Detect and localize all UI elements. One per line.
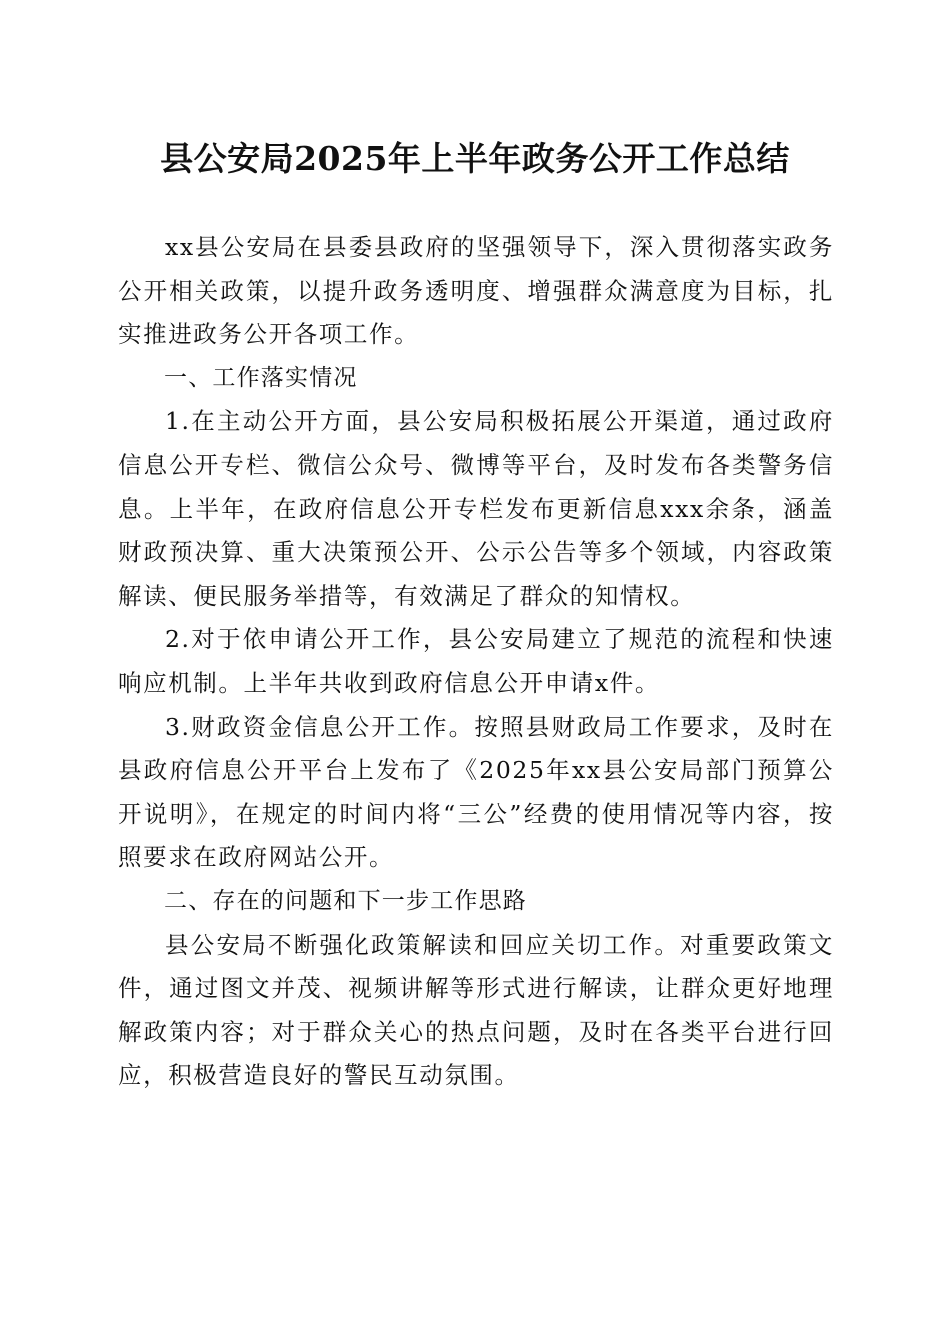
document-body <box>118 226 834 1098</box>
section-1-item-3: 3.财政资金信息公开工作。按照县财政局工作要求，及时在县政府信息公开平台上发布了《2025年xx县公安局部门预算公开说明》，在规定的时间内将“三公”经费的使用情况等内容，按照要求在政府网站公开。 <box>118 712 834 872</box>
section-1-item-1: 1.在主动公开方面，县公安局积极拓展公开渠道，通过政府信息公开专栏、微信公众号、微博等平台，及时发布各类警务信息。上半年，在政府信息公开专栏发布更新信息xxx余条，涵盖财政预决算、重大决策预公开、公示公告等多个领域，内容政策解读、便民服务举措等，有效满足了群众的知情权。 <box>118 407 834 610</box>
section-1-item-2: 2.对于依申请公开工作，县公安局建立了规范的流程和快速响应机制。上半年共收到政府信息公开申请x件。 <box>118 625 834 697</box>
section-1-heading: 一、工作落实情况 <box>164 364 358 391</box>
section-2-paragraph: 县公安局不断强化政策解读和回应关切工作。对重要政策文件，通过图文并茂、视频讲解等形式进行解读，让群众更好地理解政策内容；对于群众关心的热点问题，及时在各类平台进行回应，积极营造良好的警民互动氛围。 <box>118 930 834 1090</box>
document-title: 县公安局2025年上半年政务公开工作总结 <box>160 139 790 178</box>
section-2-heading: 二、存在的问题和下一步工作思路 <box>164 887 527 914</box>
intro-paragraph: xx县公安局在县委县政府的坚强领导下，深入贯彻落实政务公开相关政策，以提升政务透明度、增强群众满意度为目标，扎实推进政务公开各项工作。 <box>118 233 834 349</box>
